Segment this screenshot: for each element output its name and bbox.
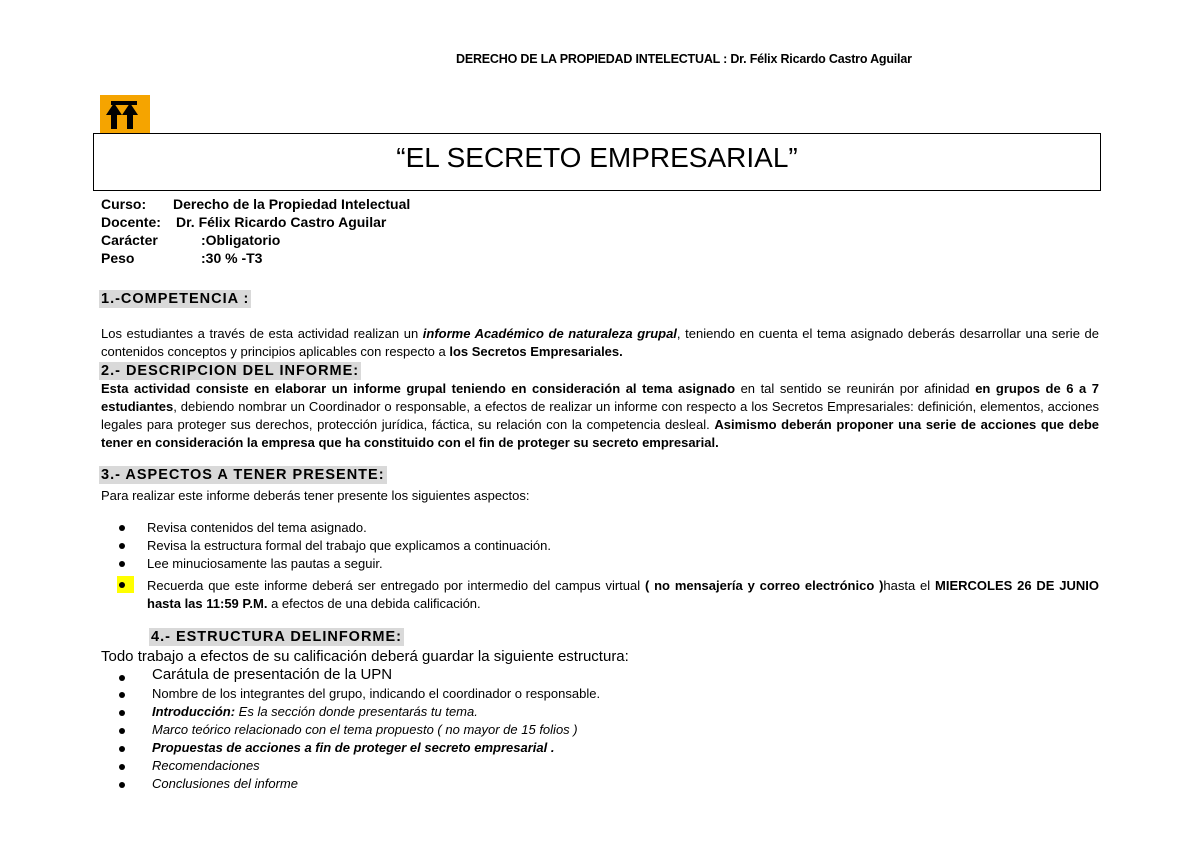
intro-italic-text: Es la sección donde presentarás tu tema. xyxy=(235,704,478,719)
s1-text-2: , teniendo en cuenta el tema asignado deberás desarrollar una serie de contenidos conceptos y principios aplicables con respecto a xyxy=(101,326,1099,359)
list-item: Revisa contenidos del tema asignado. xyxy=(147,520,367,535)
curso-value: Derecho de la Propiedad Intelectual xyxy=(173,196,411,212)
deadline-text-2: hasta el xyxy=(883,578,935,593)
section-4-heading: 4.- ESTRUCTURA DELINFORME: xyxy=(151,629,403,645)
s1-text-1: Los estudiantes a través de esta actividad realizan un xyxy=(101,326,423,341)
section-1-heading: 1.-COMPETENCIA : xyxy=(101,291,250,307)
bullet-icon xyxy=(119,675,125,681)
list-item: Recomendaciones xyxy=(152,758,260,773)
list-item: Propuestas de acciones a fin de proteger el secreto empresarial . xyxy=(152,740,555,755)
intro-bold-label: Introducción: xyxy=(152,704,236,719)
peso-value: :30 % -T3 xyxy=(201,250,263,266)
s2-bold-3: Asimismo deberán proponer una serie de acciones que debe tener en consideración la empresa que ha constituido con el fin de proteger su secreto empresarial. xyxy=(101,417,1099,450)
bullet-icon xyxy=(119,782,125,788)
bullet-icon xyxy=(119,728,125,734)
caracter-value: :Obligatorio xyxy=(201,232,281,248)
list-item: Marco teórico relacionado con el tema propuesto ( no mayor de 15 folios ) xyxy=(152,722,578,737)
bullet-icon xyxy=(119,746,125,752)
info-curso xyxy=(101,196,410,212)
section-3-heading: 3.- ASPECTOS A TENER PRESENTE: xyxy=(101,467,385,483)
s1-bold-italic: informe Académico de naturaleza grupal xyxy=(422,326,677,341)
deadline-text-1: Recuerda que este informe deberá ser entregado por intermedio del campus virtual xyxy=(147,578,645,593)
list-item: Revisa la estructura formal del trabajo que explicamos a continuación. xyxy=(147,538,551,553)
bullet-icon xyxy=(119,561,125,567)
s2-text-2: , debiendo nombrar un Coordinador o responsable, a efectos de realizar un informe con respecto a los Secretos Empresariales: definición, elementos, acciones legales para proteger sus derechos, protección jurídica, fáctica, su relación con la competencia desleal. xyxy=(101,399,1099,432)
deadline-bold-1: ( no mensajería y correo electrónico ) xyxy=(644,578,884,593)
bullet-icon xyxy=(119,692,125,698)
info-docente xyxy=(101,214,386,230)
section-3-intro: Para realizar este informe deberás tener presente los siguientes aspectos: xyxy=(101,488,530,503)
list-item xyxy=(152,703,478,720)
bullet-icon xyxy=(119,582,125,588)
bullet-icon xyxy=(119,525,125,531)
s2-text-1: en tal sentido se reunirán por afinidad xyxy=(735,381,976,396)
upn-logo-icon xyxy=(100,95,150,133)
list-item: Carátula de presentación de la UPN xyxy=(152,666,393,683)
info-peso xyxy=(101,250,262,266)
list-item: Lee minuciosamente las pautas a seguir. xyxy=(147,556,383,571)
bullet-icon xyxy=(119,543,125,549)
docente-label: Docente: xyxy=(101,214,161,230)
deadline-bold-2: MIERCOLES 26 DE JUNIO hasta las 11:59 P.M. xyxy=(147,578,1099,611)
document-title: “EL SECRETO EMPRESARIAL” xyxy=(396,142,798,173)
s2-bold-2: en grupos de 6 a 7 estudiantes xyxy=(101,381,1099,414)
section-2-heading: 2.- DESCRIPCION DEL INFORME: xyxy=(101,363,360,379)
s2-bold-1: Esta actividad consiste en elaborar un informe grupal teniendo en consideración al tema asignado xyxy=(101,381,736,396)
page-header: DERECHO DE LA PROPIEDAD INTELECTUAL : Dr. Félix Ricardo Castro Aguilar xyxy=(456,52,912,66)
curso-label: Curso: xyxy=(101,196,147,212)
section-2-paragraph xyxy=(101,380,1099,452)
bullet-icon xyxy=(119,764,125,770)
title-box xyxy=(93,133,1101,191)
section-1-paragraph xyxy=(101,325,1099,361)
s1-bold: los Secretos Empresariales. xyxy=(449,344,623,359)
docente-value: Dr. Félix Ricardo Castro Aguilar xyxy=(176,214,387,230)
list-item: Conclusiones del informe xyxy=(152,776,298,791)
list-item-deadline xyxy=(147,577,1099,613)
bullet-icon xyxy=(119,710,125,716)
section-4-intro: Todo trabajo a efectos de su calificación deberá guardar la siguiente estructura: xyxy=(101,648,629,665)
peso-label: Peso xyxy=(101,250,135,266)
deadline-text-3: a efectos de una debida calificación. xyxy=(267,596,481,611)
info-caracter xyxy=(101,232,280,248)
caracter-label: Carácter xyxy=(101,232,158,248)
list-item: Nombre de los integrantes del grupo, indicando el coordinador o responsable. xyxy=(152,686,601,701)
